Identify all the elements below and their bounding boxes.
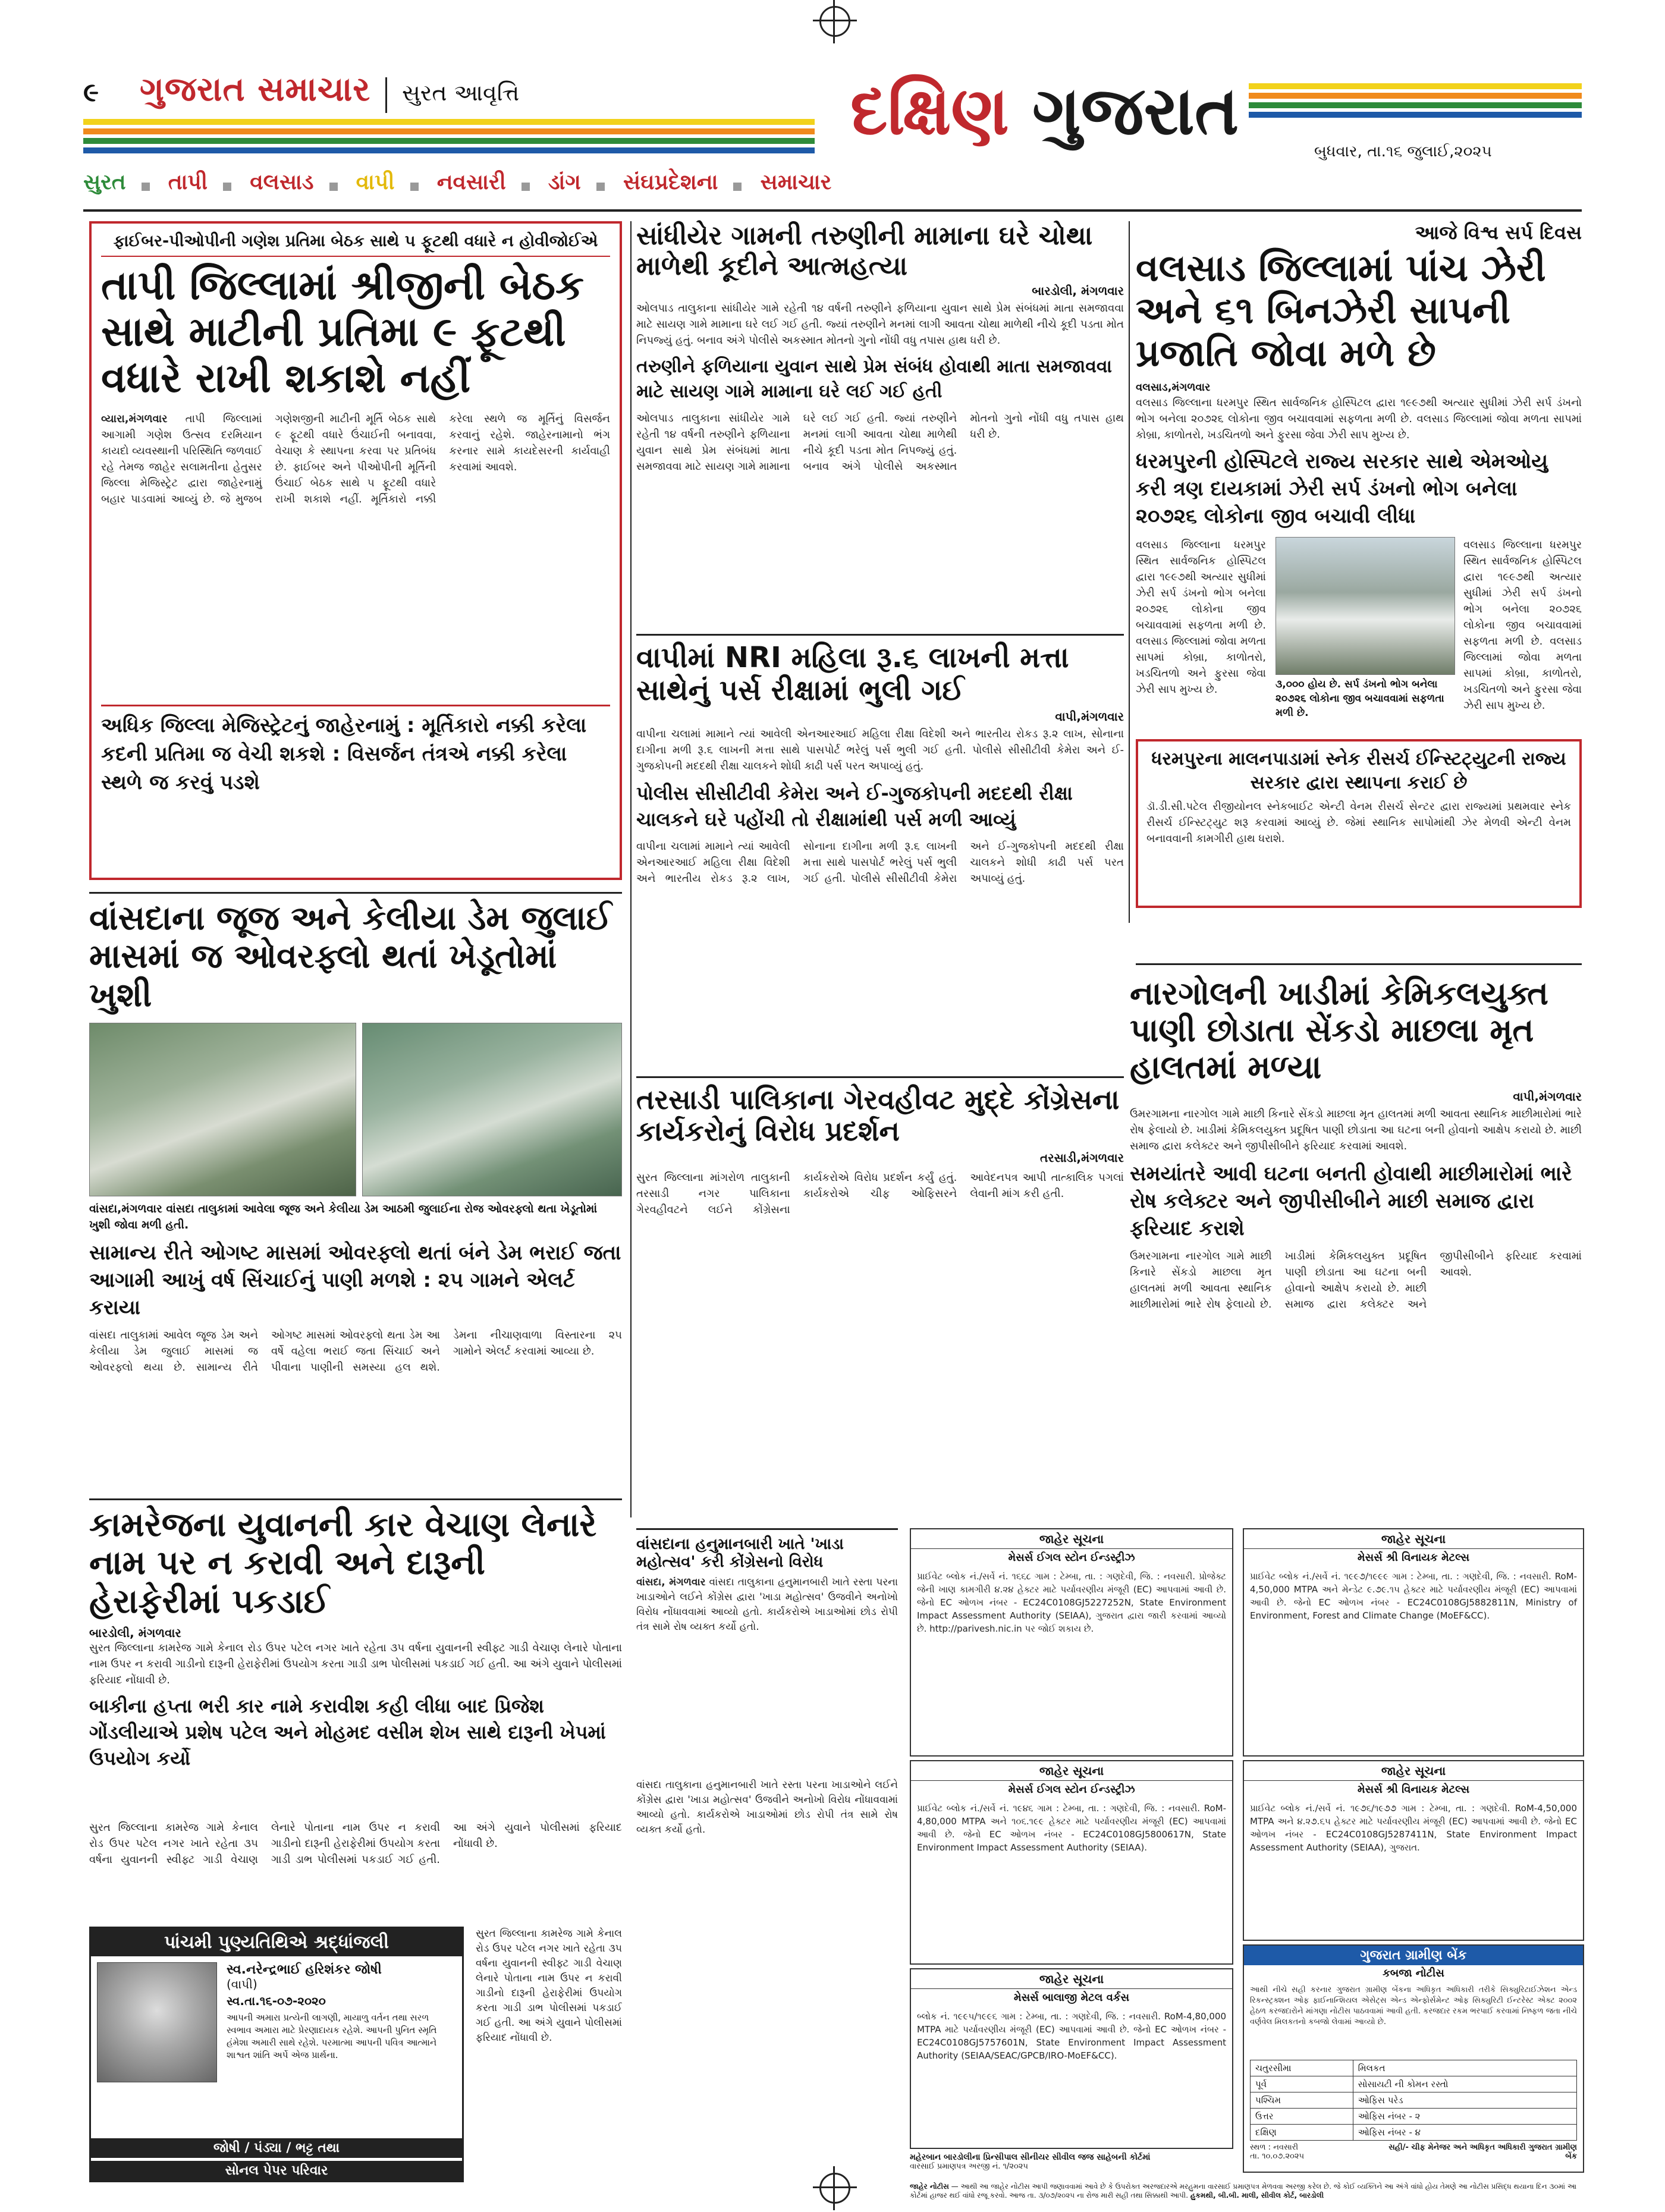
nav-item-navsari[interactable]: નવસારી <box>436 170 506 194</box>
story-intro: ઉમરગામના નારગોલ ગામે માછી કિનારે સેંકડો માછલા મૃત હાલતમાં મળી આવતા સ્થાનિક માછીમારોમાં ભારે રોષ ફેલાયો છે. ખાડીમાં કેમિકલયુક્ત પ્રદૂષિત પાણી છોડાતા આ ઘટના બની હોવાનો આક્ષેપ કરાયો છે. માછી સમાજ દ્વારા કલેક્ટર અને જીપીસીબીને ફરિયાદ કરવામાં આવશે. <box>1130 1108 1582 1153</box>
story-vapi-nri <box>636 634 1124 1076</box>
table-cell: ઓફિસ નંબર - ૪ <box>1353 2125 1576 2141</box>
registration-mark-top <box>819 6 850 37</box>
notice-title: જાહેર સૂચના <box>1244 1761 1583 1781</box>
story-headline: તરસાડી પાલિકાના ગેરવહીવટ મુદ્દે કોંગ્રેસના કાર્યકરોનું વિરોધ પ્રદર્શન <box>636 1083 1120 1147</box>
table-cell: સોસાયટી ની કોમન રસ્તો <box>1353 2076 1576 2092</box>
notice-text: પ્રાઈવેટ બ્લોક નં./સર્વે નં. ૧૯૭૬/૧૯૭૭ ગામ : ટેમ્બા, તા. : ગણદેવી. RoM-4,50,000 MTPA અને ૪.૨૭.૬૫ હેક્ટર માટે પર્યાવરણીય મંજૂરી (EC) આપવામાં આવી છે. જેનો EC ઓળખ નંબર - EC24C0108GJ5287411N, State Environment Impact Assessment Authority (SEIAA), ગુજરાત. <box>1250 1803 1577 1853</box>
table-row <box>1251 2092 1577 2109</box>
story-vansda-dams <box>89 892 622 1487</box>
story-body: સુરત જિલ્લાના માંગરોળ તાલુકાની તરસાડી નગર પાલિકાના ગેરવહીવટને લઈને કોંગ્રેસના કાર્યકરોએ વિરોધ પ્રદર્શન કર્યું હતું. કાર્યકરોએ ચીફ ઓફિસરને આવેદનપત્ર આપી તાત્કાલિક પગલાં લેવાની માંગ કરી હતી. <box>636 1171 1124 1216</box>
obituary-title: પાંચમી પુણ્યતિથિએ શ્રદ્ધાંજલી <box>91 1928 462 1956</box>
bank-text: આથી નીચે સહી કરનાર ગુજરાત ગ્રામીણ બેંકના અધિકૃત અધિકારી તરીકે સિક્યુરિટાઈઝેશન એન્ડ રિકન્સ્ટ્રક્શન ઓફ ફાઈનાન્શિયલ એસેટ્સ એન્ડ એન્ફોર્સમેન્ટ ઓફ સિક્યુરિટી ઈન્ટરેસ્ટ એક્ટ ૨૦૦૨ હેઠળ કરજદારોને માંગણા નોટીસ પાઠવવામાં આવી હતી. કરજદાર રકમ ભરપાઈ કરવામાં નિષ્ફળ જતા નીચે વર્ણવેલ મિલકતનો કબજો લેવામાં આવ્યો છે. <box>1250 1985 1577 2026</box>
story-body: વાંસદા તાલુકામાં આવેલ જૂજ ડેમ અને કેલીયા ડેમ જુલાઈ માસમાં જ ઓવરફ્લો થયા છે. સામાન્ય રીતે ઓગષ્ટ માસમાં ઓવરફ્લો થતા ડેમ આ વર્ષે વહેલા ભરાઈ જતા સિંચાઈ અને પીવાના પાણીની સમસ્યા હલ થશે. ડેમના નીચાણવાળા વિસ્તારના ૨૫ ગામોને એલર્ટ કરવામાં આવ્યા છે. <box>89 1329 622 1374</box>
story-dateline: બારડોલી, મંગળવાર <box>89 1626 181 1641</box>
bank-title: ગુજરાત ગ્રામીણ બેંક <box>1244 1946 1583 1965</box>
bank-place: સ્થળ : નવસારી <box>1250 2143 1299 2152</box>
notice-company: મેસર્સ શ્રી વિનાયક મેટલ્સ <box>1357 1551 1470 1564</box>
story-intro: સુરત જિલ્લાના કામરેજ ગામે કેનાલ રોડ ઉપર પટેલ નગર ખાતે રહેતા ૩૫ વર્ષના યુવાનની સ્વીફ્ટ ગાડી વેચાણ લેનારે પોતાના નામ ઉપર ન કરાવી ગાડીનો દારૂની હેરાફેરીમાં ઉપયોગ કરતા ગાડી ડાભ પોલીસમાં પકડાઈ ગઈ હતી. આ અંગે યુવાને પોલીસમાં ફરિયાદ નોંધાવી છે. <box>89 1642 622 1687</box>
bank-signature: સહી/- ચીફ મેનેજર અને અધિકૃત અધિકારી ગુજરાત ગ્રામીણ બેંક <box>1388 2143 1577 2161</box>
story-headline: કામરેજના યુવાનની કાર વેચાણ લેનારે નામ પર ન કરાવી અને દારૂની હેરાફેરીમાં પકડાઈ <box>89 1506 597 1621</box>
photo-caption <box>89 1201 622 1233</box>
color-stripe-right <box>1249 83 1582 125</box>
story-headline: સાંધીયેર ગામની તરુણીની મામાના ઘરે ચોથા માળેથી કૂદીને આત્મહત્યા <box>636 221 1093 281</box>
nav-separator <box>410 183 419 191</box>
table-cell: પશ્ચિમ <box>1251 2092 1353 2109</box>
photo-caption: ૩,૦૦૦ હોય છે. સર્પ ડંખનો ભોગ બનેલા ૨૦૭૨૬ લોકોના જીવ બચાવવામાં સફળતા મળી છે. <box>1275 678 1444 719</box>
nav-item-vapi[interactable]: વાપી <box>356 170 395 194</box>
nav-item-sanghpradesh[interactable]: સંઘપ્રદેશના <box>623 170 718 194</box>
nav-item-valsad[interactable]: વલસાડ <box>250 170 314 194</box>
story-dateline: તરસાડી,મંગળવાર <box>1039 1150 1124 1165</box>
nav-separator <box>142 183 150 191</box>
story-dateline: વાપી,મંગળવાર <box>1513 1089 1582 1104</box>
story-intro: વલસાડ જિલ્લાના ધરમપુર સ્થિત સાર્વજનિક હોસ્પિટલ દ્વારા ૧૯૯૭થી અત્યાર સુધીમાં ઝેરી સર્પ ડંખનો ભોગ બનેલા ૨૦૭૨૬ લોકોના જીવ બચાવવામાં સફળતા મળી છે. વલસાડ જિલ્લામાં જોવા મળતા સાપમાં કોબ્રા, કાળોતરો, ખડચિતળો અને ફુરસા જેવા ઝેરી સાપ મુખ્ય છે. <box>1136 396 1582 441</box>
registration-mark-bottom <box>819 2173 850 2204</box>
story-headline: વાંસદાના હનુમાનબારી ખાતે 'ખાડા મહોત્સવ' કરી કોંગ્રેસનો વિરોધ <box>636 1535 844 1571</box>
bank-date: તા. ૧૦.૦૭.૨૦૨૫ <box>1250 2152 1305 2161</box>
notice-text: બ્લોક નં. ૧૯૯૫/૧૯૯૬ ગામ : ટેમ્બા, તા. : ગણદેવી, જિ. : નવસારી. RoM-4,80,000 MTPA માટે પર્યાવરણીય મંજૂરી (EC) આપવામાં આવી છે. જેનો EC ઓળખ નંબર - EC24C0108GJ5757601N, State Environment Impact Assessment Authority (SEIAA/SEAC/GPCB/IRO-MoEF&CC). <box>917 2011 1226 2061</box>
court-notice-footer: હુકમથી, બી.બી. માલી, સીવીલ કોર્ટ, બારડોલી <box>1190 2191 1324 2200</box>
story-dateline: વલસાડ,મંગળવાર <box>1136 381 1211 394</box>
story-kicker: આજે વિશ્વ સર્પ દિવસ <box>1415 221 1582 244</box>
story-dateline: વાંસદા,મંગળવાર <box>89 1202 162 1216</box>
notice-title: જાહેર સૂચના <box>911 1761 1232 1781</box>
color-stripe-left <box>83 119 815 155</box>
court-notice-text: આથી આ જાહેર નોટીસ આપી જણાવવામાં આવે છે કે ઉપરોક્ત અરજદારએ મરહુમના વારસાઈ પ્રમાણપત્ર મેળવવા અરજી કરેલ છે. જે કોઈ વ્યક્તિને આ અંગે વાંધો હોય તેમણે આ નોટીસ પ્રસિદ્ધ થયાના દિન ૩૦માં આ કોર્ટમાં હાજર થઈ વાંધો રજૂ કરવો. આજ તા. ૩/૦૭/૨૦૨૫ ના રોજ મારી સહી તથા સિક્કાથી આપી. <box>910 2182 1577 2200</box>
notice-text: પ્રાઈવેટ બ્લોક નં./સર્વે નં. ૧૬૬૮ ગામ : ટેમ્બા, તા. : ગણદેવી, જિ. : નવસારી. પ્રોજેક્ટ જેની ખાણ કામગીરી ૪.૨૪ હેક્ટર માટે પર્યાવરણીય મંજૂરી (EC) આપવામાં આવી છે. જેનો EC ઓળખ નંબર - EC24C0108GJ5227252N, State Environment Impact Assessment Authority (SEIAA), ગુજરાત દ્વારા જારી કરવામાં આવ્યો છે. http://parivesh.nic.in પર જોઈ શકાય છે. <box>917 1571 1226 1634</box>
nav-rule <box>83 209 1582 212</box>
bank-subtitle: કબજા નોટીસ <box>1383 1967 1444 1980</box>
story-hanumanbari <box>636 1528 898 1774</box>
obituary-family2: સોનલ પેપર પરિવાર <box>91 2161 462 2180</box>
page-number: ૯ <box>83 77 99 108</box>
notice-company: મેસર્સ બાલાજી મેટલ વર્કસ <box>1013 1991 1130 2004</box>
obituary-name: સ્વ.નરેન્દ્રભાઈ હરિશંકર જોષી <box>227 1962 382 1977</box>
obituary-text-block <box>227 1962 456 2082</box>
nav-item-surat[interactable]: સુરત <box>83 170 126 194</box>
obituary-photo <box>97 1962 217 2082</box>
public-notice-3 <box>1243 1760 1584 1941</box>
bank-notice <box>1243 1944 1584 2173</box>
public-notice-1 <box>910 1528 1233 1757</box>
story-dateline: વ્યારા,મંગળવાર <box>101 412 168 425</box>
bank-table-wrap <box>1244 2060 1583 2141</box>
story-body-continued: વલસાડ જિલ્લાના ધરમપુર સ્થિત સાર્વજનિક હોસ્પિટલ દ્વારા ૧૯૯૭થી અત્યાર સુધીમાં ઝેરી સર્પ ડંખનો ભોગ બનેલા ૨૦૭૨૬ લોકોના જીવ બચાવવામાં સફળતા મળી છે. વલસાડ જિલ્લામાં જોવા મળતા સાપમાં કોબ્રા, કાળોતરો, ખડચિતળો અને ફુરસા જેવા ઝેરી સાપ મુખ્ય છે. <box>1463 538 1582 712</box>
court-notice-area <box>910 2153 1231 2182</box>
dam-photo-right <box>362 1023 622 1196</box>
notice-company: મેસર્સ શ્રી વિનાયક મેટલ્સ <box>1357 1783 1470 1796</box>
nav-separator <box>223 183 231 191</box>
story-subhead: બાકીના હપ્તા ભરી કાર નામે કરાવીશ કહી લીધા બાદ પ્રિજેશ ગોંડલીયાએ પ્રશેષ પટેલ અને મોહમદ વસીમ શેખ સાથે દારૂની ખેપમાં ઉપયોગ કર્યો <box>89 1695 606 1770</box>
table-row <box>1251 2109 1577 2125</box>
story-nargol-content <box>1130 975 1582 1510</box>
story-kamrej-continued: સુરત જિલ્લાના કામરેજ ગામે કેનાલ રોડ ઉપર પટેલ નગર ખાતે રહેતા ૩૫ વર્ષના યુવાનની સ્વીફ્ટ ગાડી વેચાણ લેનારે પોતાના નામ ઉપર ન કરાવી ગાડીનો દારૂની હેરાફેરીમાં ઉપયોગ કરતા ગાડી ડાભ પોલીસમાં પકડાઈ ગઈ હતી. આ અંગે યુવાને પોલીસમાં ફરિયાદ નોંધાવી છે. <box>476 1928 622 2044</box>
story-headline: વલસાડ જિલ્લામાં પાંચ ઝેરી અને ૬૧ બિનઝેરી સાપની પ્રજાતિ જોવા મળે છે <box>1136 246 1546 375</box>
nav-separator <box>596 183 605 191</box>
notice-company: મેસર્સ ઈગલ સ્ટોન ઈન્ડસ્ટ્રીઝ <box>1008 1783 1135 1796</box>
bank-footer <box>1244 2141 1583 2163</box>
column-rule <box>630 221 632 1517</box>
nav-item-tapi[interactable]: તાપી <box>168 170 208 194</box>
table-cell: મિલકત <box>1353 2060 1576 2076</box>
public-notice-2 <box>1243 1528 1584 1757</box>
masthead-divider <box>385 77 387 113</box>
notice-title: જાહેર સૂચના <box>911 1969 1232 1989</box>
nav-separator <box>329 183 338 191</box>
bank-boundary-table <box>1250 2060 1577 2141</box>
issue-date: બુધવાર, તા.૧૬ જુલાઈ,૨૦૨૫ <box>1314 143 1492 161</box>
story-body <box>636 1575 898 1742</box>
story-headline: નારગોલની ખાડીમાં કેમિકલયુક્ત પાણી છોડાતા સેંકડો માછલા મૃત હાલતમાં મળ્યા <box>1130 975 1548 1086</box>
story-body <box>101 411 610 696</box>
column-rule <box>1129 221 1130 923</box>
story-subhead: ધરમપુરની હોસ્પિટલે રાજ્ય સરકાર સાથે એમઓયુ કરી ત્રણ દાયકામાં ઝેરી સર્પ ડંખનો ભોગ બનેલા ૨૦૭૨૬ લોકોના જીવ બચાવી લીધા <box>1136 449 1548 528</box>
story-intro: ઓલપાડ તાલુકાના સાંધીયેર ગામે રહેતી ૧૪ વર્ષની તરુણીને ફળિયાના યુવાન સાથે પ્રેમ સંબંધમાં માતા સમજાવવા માટે સાયણ ગામે મામાના ઘરે લઈ ગઈ હતી. જ્યાં તરુણીને મનમાં લાગી આવતા ચોથા માળેથી નીચે કૂદી પડતા મોત નિપજ્યું હતું. બનાવ અંગે પોલીસે અકસ્માત મોતનો ગુનો નોંધી વધુ તપાસ હાથ ધરી છે. <box>636 302 1124 347</box>
notice-title: જાહેર સૂચના <box>911 1529 1232 1549</box>
table-cell: ઓફિસ નંબર - ૨ <box>1353 2109 1576 2125</box>
court-notice-case: વારસાઈ પ્રમાણપત્ર અરજી નં. ૧/૨૦૨૫ <box>910 2162 1028 2171</box>
story-subhead: સામાન્ય રીતે ઓગષ્ટ માસમાં ઓવરફ્લો થતાં બંને ડેમ ભરાઈ જતા આગામી આખું વર્ષ સિંચાઈનું પાણી મળશે : ૨૫ ગામને એલર્ટ કરાયા <box>89 1241 621 1320</box>
story-headline: વાંસદાના જૂજ અને કેલીયા ડેમ જુલાઈ માસમાં જ ઓવરફ્લો થતાં ખેડૂતોમાં ખુશી <box>89 892 622 1014</box>
court-notice-body: જાહેર નોટીસ — આથી આ જાહેર નોટીસ આપી જણાવવામાં આવે છે કે ઉપરોક્ત અરજદારએ મરહુમના વારસાઈ પ્રમાણપત્ર મેળવવા અરજી કરેલ છે. જે કોઈ વ્યક્તિને આ અંગે વાંધો હોય તેમણે આ નોટીસ પ્રસિદ્ધ થયાના દિન ૩૦માં આ કોર્ટમાં હાજર થઈ વાંધો રજૂ કરવો. આજ તા. ૩/૦૭/૨૦૨૫ ના રોજ મારી સહી તથા સિક્કાથી આપી. હુકમથી, બી.બી. માલી, સીવીલ કોર્ટ, બારડોલી <box>910 2182 1577 2200</box>
story-kicker: ફાઈબર-પીઓપીની ગણેશ પ્રતિમા બેઠક સાથે ૫ ફૂટથી વધારે ન હોવીજોઈએ <box>101 232 610 257</box>
section-title <box>850 67 1239 156</box>
public-notice-5 <box>910 1968 1233 2149</box>
story-tapi-ganesh <box>89 221 622 880</box>
story-body: ઉમરગામના નારગોલ ગામે માછી કિનારે સેંકડો માછલા મૃત હાલતમાં મળી આવતા સ્થાનિક માછીમારોમાં ભારે રોષ ફેલાયો છે. ખાડીમાં કેમિકલયુક્ત પ્રદૂષિત પાણી છોડાતા આ ઘટના બની હોવાનો આક્ષેપ કરાયો છે. માછી સમાજ દ્વારા કલેક્ટર અને જીપીસીબીને ફરિયાદ કરવામાં આવશે. <box>1130 1250 1582 1311</box>
nav-separator <box>522 183 530 191</box>
notice-text: પ્રાઈવેટ બ્લોક નં./સર્વે નં. ૧૯૪૬ ગામ : ટેમ્બા, તા. : ગણદેવી, જિ. : નવસારી. RoM-4,80,000 MTPA અને ૧૦૬.૧૯૯ હેક્ટર માટે પર્યાવરણીય મંજૂરી (EC) આપવામાં આવી છે. જેનો EC ઓળખ નંબર - EC24C0108GJ5800617N, State Environment Impact Assessment Authority (SEIAA). <box>917 1803 1226 1853</box>
story-boxed-section <box>1136 739 1582 908</box>
story-body: વલસાડ જિલ્લાના ધરમપુર સ્થિત સાર્વજનિક હોસ્પિટલ દ્વારા ૧૯૯૭થી અત્યાર સુધીમાં ઝેરી સર્પ ડંખનો ભોગ બનેલા ૨૦૭૨૬ લોકોના જીવ બચાવવામાં સફળતા મળી છે. વલસાડ જિલ્લામાં જોવા મળતા સાપમાં કોબ્રા, કાળોતરો, ખડચિતળો અને ફુરસા જેવા ઝેરી સાપ મુખ્ય છે. <box>1136 538 1266 696</box>
table-row <box>1251 2060 1577 2076</box>
obituary-date: સ્વ.તા.૧૬-૦૭-૨૦૨૦ <box>227 1994 326 2008</box>
story-headline: વાપીમાં NRI મહિલા રૂ.૬ લાખની મત્તા સાથેનું પર્સ રીક્ષામાં ભુલી ગઈ <box>636 641 1069 708</box>
obituary-content <box>91 1956 462 2088</box>
story-kamrej <box>89 1498 622 1815</box>
story-subhead: સમયાંતરે આવી ઘટના બનતી હોવાથી માછીમારોમાં ભારે રોષ કલેક્ટર અને જીપીસીબીને માછી સમાજ દ્વારા ફરિયાદ કરાશે <box>1130 1162 1572 1241</box>
story-subhead: પોલીસ સીસીટીવી કેમેરા અને ઈ-ગુજકોપની મદદથી રીક્ષા ચાલકને ઘરે પહોંચી તો રીક્ષામાંથી પર્સ મળી આવ્યું <box>636 782 1073 831</box>
masthead-logo: ગુજરાત સમાચાર <box>140 70 371 109</box>
story-tarsadi <box>636 1076 1124 1524</box>
hospital-photo <box>1276 537 1455 675</box>
nav-separator <box>733 183 742 191</box>
story-dateline: વાપી,મંગળવાર <box>1055 709 1124 724</box>
story-body-row <box>1136 537 1582 733</box>
story-boxed-body: ડૉ.ડી.સી.પટેલ રીજીયોનલ સ્નેકબાઈટ એન્ટી વેનમ રીસર્ચ સેન્ટર દ્વારા રાજ્યમાં પ્રથમવાર સ્નેક રીસર્ચ ઈન્સ્ટિટ્યુટ શરૂ કરવામાં આવ્યું છે. જેમાં સ્થાનિક સાપોમાંથી ઝેર મેળવી એન્ટી વેનમ બનાવવાની કામગીરી હાથ ધરાશે. <box>1146 800 1571 845</box>
table-cell: ચતુરસીમા <box>1251 2060 1353 2076</box>
table-cell: ઉત્તર <box>1251 2109 1353 2125</box>
story-text: વાંસદા તાલુકાના હનુમાનબારી ખાતે રસ્તા પરના ખાડાઓને લઈને કોંગ્રેસ દ્વારા 'ખાડા મહોત્સવ' ઉજવીને અનોખો વિરોધ નોંધાવવામાં આવ્યો હતો. કાર્યકરોએ ખાડાઓમાં છોડ રોપી તંત્ર સામે રોષ વ્યક્ત કર્યો હતો. <box>636 1576 898 1633</box>
notice-company: મેસર્સ ઈગલ સ્ટોન ઈન્ડસ્ટ્રીઝ <box>1008 1551 1135 1564</box>
story-body: વાપીના ચલામાં મામાને ત્યાં આવેલી એનઆરઆઈ મહિલા રીક્ષા વિદેશી અને ભારતીય રોકડ રૂ.૨ લાખ, સોનાના દાગીના મળી રૂ.૬ લાખની મત્તા સાથે પાસપોર્ટ ભરેલું પર્સ ભુલી ગઈ હતી. પોલીસે સીસીટીવી કેમેરા અને ઈ-ગુજકોપની મદદથી રીક્ષા ચાલકને શોધી કાઢી પર્સ પરત અપાવ્યું હતું. <box>636 840 1124 885</box>
story-headline: તાપી જિલ્લામાં શ્રીજીની બેઠક સાથે માટીની પ્રતિમા ૯ ફૂટથી વધારે રાખી શકાશે નહીં <box>101 262 584 403</box>
section-nav <box>83 170 1582 206</box>
dam-photo-left <box>89 1023 356 1196</box>
court-notice-title: મહેરબાન બારડોલીના પ્રિન્સીપાલ સીનીયર સીવીલ જજ સાહેબની કોર્ટમાં <box>910 2153 1151 2162</box>
story-intro: વાપીના ચલામાં મામાને ત્યાં આવેલી એનઆરઆઈ મહિલા રીક્ષા વિદેશી અને ભારતીય રોકડ રૂ.૨ લાખ, સોનાના દાગીના મળી રૂ.૬ લાખની મત્તા સાથે પાસપોર્ટ ભરેલું પર્સ ભુલી ગઈ હતી. પોલીસે સીસીટીવી કેમેરા અને ઈ-ગુજકોપની મદદથી રીક્ષા ચાલકને શોધી કાઢી પર્સ પરત અપાવ્યું હતું. <box>636 728 1124 773</box>
story-dateline: વાંસદા, મંગળવાર <box>636 1576 706 1588</box>
story-body: ઓલપાડ તાલુકાના સાંધીયેર ગામે રહેતી ૧૪ વર્ષની તરુણીને ફળિયાના યુવાન સાથે પ્રેમ સંબંધમાં માતા સમજાવવા માટે સાયણ ગામે મામાના ઘરે લઈ ગઈ હતી. જ્યાં તરુણીને મનમાં લાગી આવતા ચોથા માળેથી નીચે કૂદી પડતા મોત નિપજ્યું હતું. બનાવ અંગે પોલીસે અકસ્માત મોતનો ગુનો નોંધી વધુ તપાસ હાથ ધરી છે. <box>636 412 1124 473</box>
caption-text: વાંસદા તાલુકામાં આવેલા જૂજ અને કેલીયા ડેમ આઠમી જુલાઈના રોજ ઓવરફ્લો થતા ખેડૂતોમાં ખુશી જોવા મળી હતી. <box>89 1202 598 1232</box>
table-row <box>1251 2125 1577 2141</box>
notice-title: જાહેર સૂચના <box>1244 1529 1583 1549</box>
obituary-message: આપની અમારા પ્રત્યેની લાગણી, માયાળુ વર્તન તથા સરળ સ્વભાવ અમારા માટે પ્રેરણાદાયક રહેશે. આપની પુનિત સ્મૃતિ હંમેશા અમારી સાથે રહેશે. પરમાત્મા આપની પવિત્ર આત્માને શાશ્વત શાંતિ અર્પે એજ પ્રાર્થના. <box>227 2012 437 2060</box>
obituary-family: જોષી / પંડ્યા / ભટ્ટ તથા <box>91 2138 462 2158</box>
story-sandhiyer <box>636 221 1124 626</box>
public-notice-4 <box>910 1760 1233 1965</box>
story-photo <box>1276 537 1454 733</box>
table-cell: દક્ષિણ <box>1251 2125 1353 2141</box>
section-title-part2: ગુજરાત <box>1032 73 1239 150</box>
obituary-place: (વાપી) <box>227 1977 257 1991</box>
obituary-ad <box>89 1927 464 2182</box>
section-title-part1: દક્ષિણ <box>850 73 1009 150</box>
nav-item-dang[interactable]: ડાંગ <box>548 170 581 194</box>
table-row <box>1251 2076 1577 2092</box>
court-notice-subtitle: જાહેર નોટીસ <box>910 2182 949 2191</box>
edition-label: સુરત આવૃત્તિ <box>402 80 520 106</box>
story-kamrej-body: સુરત જિલ્લાના કામરેજ ગામે કેનાલ રોડ ઉપર પટેલ નગર ખાતે રહેતા ૩૫ વર્ષના યુવાનની સ્વીફ્ટ ગાડી વેચાણ લેનારે પોતાના નામ ઉપર ન કરાવી ગાડીનો દારૂની હેરાફેરીમાં ઉપયોગ કરતા ગાડી ડાભ પોલીસમાં પકડાઈ ગઈ હતી. આ અંગે યુવાને પોલીસમાં ફરિયાદ નોંધાવી છે. <box>89 1821 622 1866</box>
nav-item-samachar[interactable]: સમાચાર <box>760 170 832 194</box>
story-dateline: બારડોલી, મંગળવાર <box>1032 284 1124 299</box>
story-hanumanbari-continued: વાંસદા તાલુકાના હનુમાનબારી ખાતે રસ્તા પરના ખાડાઓને લઈને કોંગ્રેસ દ્વારા 'ખાડા મહોત્સવ' ઉજવીને અનોખો વિરોધ નોંધાવવામાં આવ્યો હતો. કાર્યકરોએ ખાડાઓમાં છોડ રોપી તંત્ર સામે રોષ વ્યક્ત કર્યો હતો. <box>636 1779 898 1836</box>
dam-photos <box>89 1023 622 1196</box>
story-text: તાપી જિલ્લામાં આગામી ગણેશ ઉત્સવ દરમિયાન કાયદો વ્યવસ્થાની પરિસ્થિતિ જળવાઈ રહે તેમજ જાહેર સલામતીના હેતુસર જિલ્લા મેજિસ્ટ્રેટ દ્વારા જાહેરનામું બહાર પાડવામાં આવ્યું છે. જે મુજબ ગણેશજીની માટીની મૂર્તિ બેઠક સાથે ૯ ફૂટથી વધારે ઉંચાઈની બનાવવા, વેચાણ કે સ્થાપના કરવા પર પ્રતિબંધ છે. ફાઈબર અને પીઓપીની મૂર્તિની ઉંચાઈ બેઠક સાથે ૫ ફૂટથી વધારે રાખી શકાશે નહીં. મૂર્તિકારો નક્કી કરેલા સ્થળે જ મૂર્તિનું વિસર્જન કરવાનું રહેશે. જાહેરનામાનો ભંગ કરનાર સામે કાયદેસરની કાર્યવાહી કરવામાં આવશે. <box>101 412 610 505</box>
story-valsad-snakes <box>1136 221 1582 970</box>
story-boxed-subhead: ધરમપુરના માલનપાડામાં સ્નેક રીસર્ચ ઈન્સ્ટિટ્યુટની રાજ્ય સરકાર દ્વારા સ્થાપના કરાઈ છે <box>1151 748 1566 793</box>
story-subhead: તરુણીને ફળિયાના યુવાન સાથે પ્રેમ સંબંધ હોવાથી માતા સમજાવવા માટે સાયણ ગામે મામાના ઘરે લઈ ગઈ હતી <box>636 356 1112 403</box>
story-boxed-footer: અધિક જિલ્લા મેજિસ્ટ્રેટનું જાહેરનામું : મૂર્તિકારો નક્કી કરેલા કદની પ્રતિમા જ વેચી શકશે : વિસર્જન તંત્રએ નક્કી કરેલા સ્થળે જ કરવું પડશે <box>101 705 610 797</box>
table-cell: પૂર્વ <box>1251 2076 1353 2092</box>
table-cell: ઓફિસ પરેડ <box>1353 2092 1576 2109</box>
notice-text: પ્રાઈવેટ બ્લોક નં./સર્વે નં. ૧૯૯૭/૧૯૯૯ ગામ : ટેમ્બા, તા. : ગણદેવી, જિ. : નવસારી. RoM-4,50,000 MTPA અને મેન્ડેટ ૯.૭૯.૧૫ હેક્ટર માટે પર્યાવરણીય મંજૂરી (EC) આપવામાં આવી છે. જેનો EC ઓળખ નંબર - EC24C0108GJ5882811N, Ministry of Environment, Forest and Climate Change (MoEF&CC). <box>1250 1571 1577 1621</box>
